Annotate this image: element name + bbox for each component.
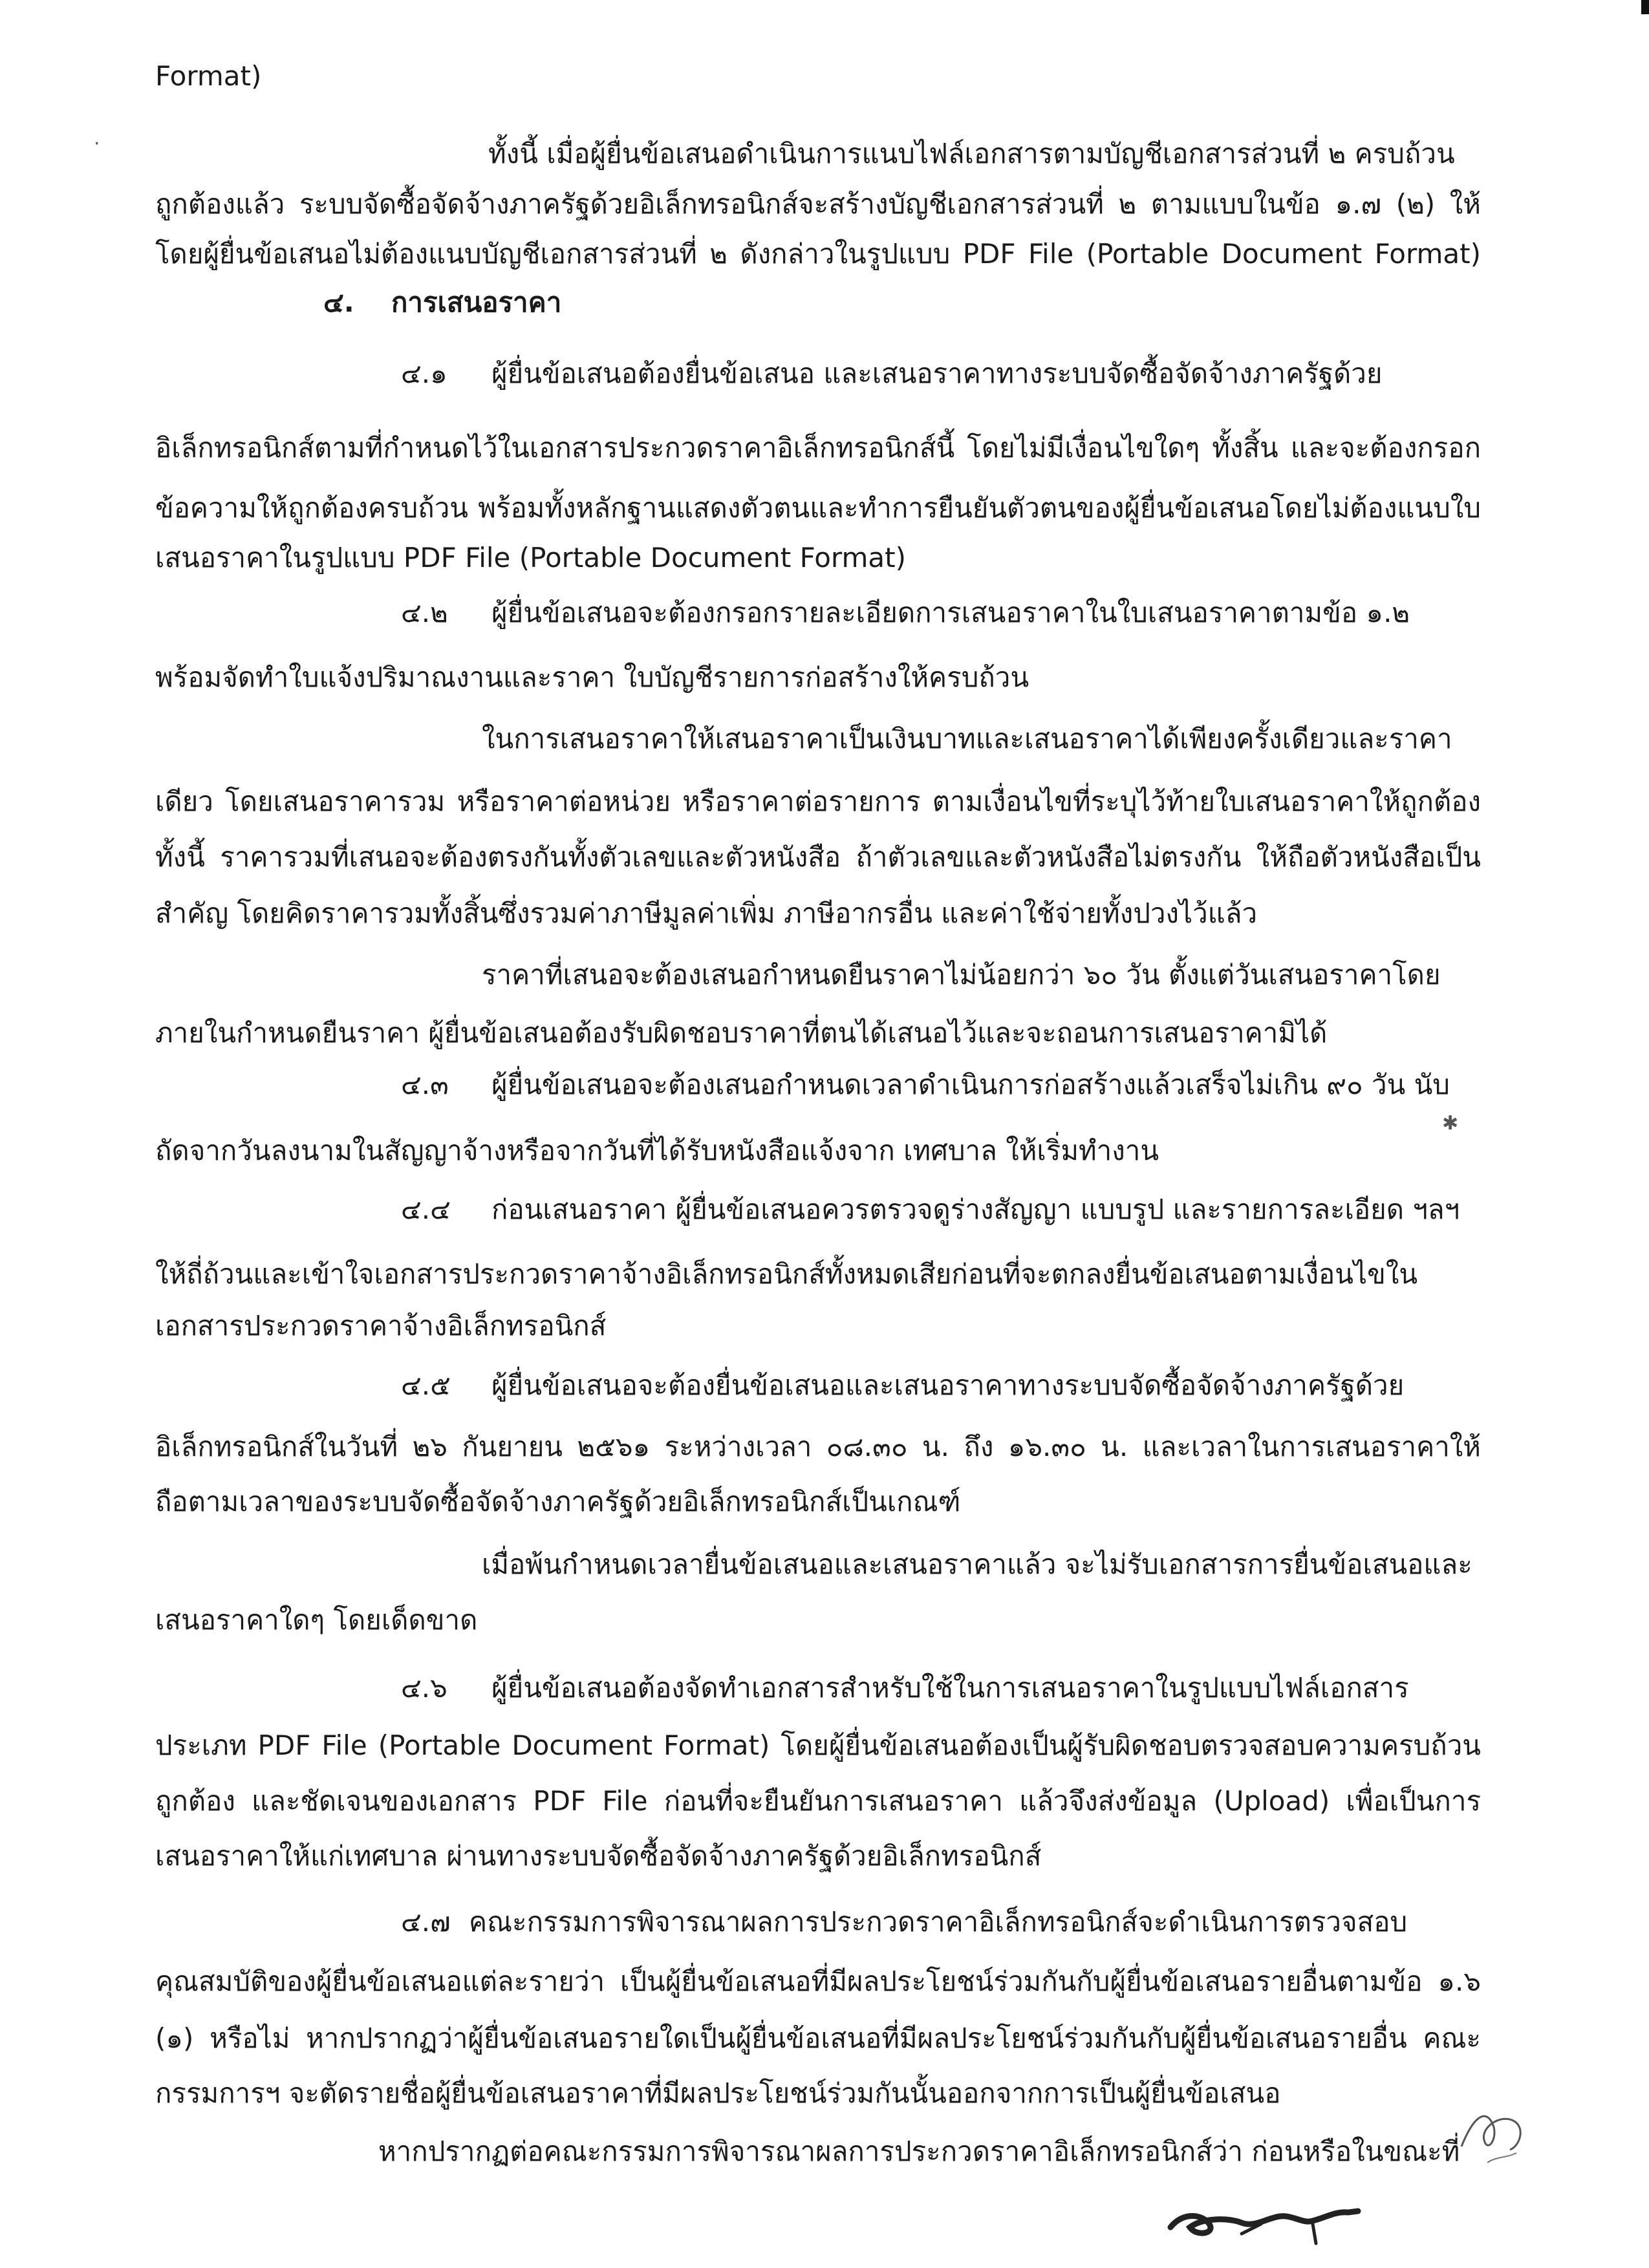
section-heading: การเสนอราคา [391,286,562,318]
scan-speck: ✱ [1442,1112,1459,1135]
text-line: ถัดจากวันลงนามในสัญญาจ้างหรือจากวันที่ได้รับหนังสือแจ้งจาก เทศบาล ให้เริ่มทำงาน [155,1135,1159,1166]
text-line: เอกสารประกวดราคาจ้างอิเล็กทรอนิกส์ [155,1310,607,1342]
text-line: ทั้งนี้ เมื่อผู้ยื่นข้อเสนอดำเนินการแนบไฟล์เอกสารตามบัญชีเอกสารส่วนที่ ๒ ครบถ้วน [488,138,1455,169]
text-line: ผู้ยื่นข้อเสนอต้องยื่นข้อเสนอ และเสนอราคาทางระบบจัดซื้อจัดจ้างภาครัฐด้วย [491,358,1383,389]
scan-speck: · [94,133,100,155]
text-line: เมื่อพ้นกำหนดเวลายื่นข้อเสนอและเสนอราคาแล้ว จะไม่รับเอกสารการยื่นข้อเสนอและ [482,1548,1472,1580]
text-line: เสนอราคาในรูปแบบ PDF File (Portable Document Format) [155,542,906,573]
text-line: ประเภท PDF File (Portable Document Format) โดยผู้ยื่นข้อเสนอต้องเป็นผู้รับผิดชอบตรวจสอบความครบถ้วน [155,1729,1481,1761]
text-line: โดยผู้ยื่นข้อเสนอไม่ต้องแนบบัญชีเอกสารส่วนที่ ๒ ดังกล่าวในรูปแบบ PDF File (Portable Document Format) [155,238,1481,270]
clause-number: ๔.๓ [401,1069,449,1100]
handwritten-signature [1164,2198,1377,2250]
text-line: พร้อมจัดทำใบแจ้งปริมาณงานและราคา ใบบัญชีรายการก่อสร้างให้ครบถ้วน [155,661,1029,693]
clause-number: ๔.๑ [401,358,447,389]
clause-number: ๔.๕ [401,1369,451,1401]
text-line: อิเล็กทรอนิกส์ในวันที่ ๒๖ กันยายน ๒๕๖๑ ระหว่างเวลา ๐๘.๓๐ น. ถึง ๑๖.๓๐ น. และเวลาในการเสนอราคาให้ [155,1431,1481,1462]
text-line: ทั้งนี้ ราคารวมที่เสนอจะต้องตรงกันทั้งตัวเลขและตัวหนังสือ ถ้าตัวเลขและตัวหนังสือไม่ตรงกัน ให้ถือตัวหนังสือเป็น [155,841,1481,873]
text-line: ผู้ยื่นข้อเสนอจะต้องยื่นข้อเสนอและเสนอราคาทางระบบจัดซื้อจัดจ้างภาครัฐด้วย [491,1369,1405,1401]
text-line: ราคาที่เสนอจะต้องเสนอกำหนดยืนราคาไม่น้อยกว่า ๖๐ วัน ตั้งแต่วันเสนอราคาโดย [482,959,1441,990]
scan-edge-mark [1641,0,1649,14]
text-line: Format) [155,60,262,92]
text-line: คุณสมบัติของผู้ยื่นข้อเสนอแต่ละรายว่า เป็นผู้ยื่นข้อเสนอที่มีผลประโยชน์ร่วมกันกับผู้ยื่นข้อเสนอรายอื่นตามข้อ ๑.๖ [155,1965,1481,1997]
text-line: ก่อนเสนอราคา ผู้ยื่นข้อเสนอควรตรวจดูร่างสัญญา แบบรูป และรายการละเอียด ฯลฯ [491,1193,1460,1225]
clause-number: ๔.๗ [401,1906,451,1938]
text-line: ภายในกำหนดยืนราคา ผู้ยื่นข้อเสนอต้องรับผิดชอบราคาที่ตนได้เสนอไว้และจะถอนการเสนอราคามิได้ [155,1017,1328,1049]
text-line: หากปรากฏต่อคณะกรรมการพิจารณาผลการประกวดราคาอิเล็กทรอนิกส์ว่า ก่อนหรือในขณะที่ [378,2135,1460,2167]
text-line: กรรมการฯ จะตัดรายชื่อผู้ยื่นข้อเสนอราคาที่มีผลประโยชน์ร่วมกันนั้นออกจากการเป็นผู้ยื่นข้อเสนอ [155,2077,1281,2109]
text-line: เสนอราคาให้แก่เทศบาล ผ่านทางระบบจัดซื้อจัดจ้างภาครัฐด้วยอิเล็กทรอนิกส์ [155,1840,1042,1872]
text-line: (๑) หรือไม่ หากปรากฏว่าผู้ยื่นข้อเสนอรายใดเป็นผู้ยื่นข้อเสนอที่มีผลประโยชน์ร่วมกันกับผู้ยื่นข้อเสนอรายอื่น คณะ [155,2022,1481,2054]
text-line: ข้อความให้ถูกต้องครบถ้วน พร้อมทั้งหลักฐานแสดงตัวตนและทำการยืนยันตัวตนของผู้ยื่นข้อเสนอโดยไม่ต้องแนบใบ [155,492,1481,524]
clause-number: ๔.๔ [401,1193,451,1225]
text-line: ให้ถี่ถ้วนและเข้าใจเอกสารประกวดราคาจ้างอิเล็กทรอนิกส์ทั้งหมดเสียก่อนที่จะตกลงยื่นข้อเสนอตามเงื่อนไขใน [155,1258,1418,1290]
text-line: ในการเสนอราคาให้เสนอราคาเป็นเงินบาทและเสนอราคาได้เพียงครั้งเดียวและราคา [482,723,1452,754]
clause-number: ๔.๒ [401,597,448,628]
text-line: สำคัญ โดยคิดราคารวมทั้งสิ้นซึ่งรวมค่าภาษีมูลค่าเพิ่ม ภาษีอากรอื่น และค่าใช้จ่ายทั้งปวงไว้แล้ว [155,897,1258,929]
text-line: ถือตามเวลาของระบบจัดซื้อจัดจ้างภาครัฐด้วยอิเล็กทรอนิกส์เป็นเกณฑ์ [155,1486,961,1517]
text-line: ผู้ยื่นข้อเสนอจะต้องเสนอกำหนดเวลาดำเนินการก่อสร้างแล้วเสร็จไม่เกิน ๙๐ วัน นับ [491,1069,1450,1100]
text-line: อิเล็กทรอนิกส์ตามที่กำหนดไว้ในเอกสารประกวดราคาอิเล็กทรอนิกส์นี้ โดยไม่มีเงื่อนไขใดๆ ทั้งสิ้น และจะต้องกรอก [155,432,1481,464]
clause-number: ๔.๖ [401,1672,447,1704]
text-line: ผู้ยื่นข้อเสนอต้องจัดทำเอกสารสำหรับใช้ในการเสนอราคาในรูปแบบไฟล์เอกสาร [491,1672,1409,1704]
text-line: คณะกรรมการพิจารณาผลการประกวดราคาอิเล็กทรอนิกส์จะดำเนินการตรวจสอบ [469,1906,1408,1938]
text-line: ถูกต้อง และชัดเจนของเอกสาร PDF File ก่อนที่จะยืนยันการเสนอราคา แล้วจึงส่งข้อมูล (Upload) เพื่อเป็นการ [155,1785,1481,1817]
text-line: เสนอราคาใดๆ โดยเด็ดขาด [155,1604,478,1636]
section-number: ๔. [323,286,354,318]
text-line: ผู้ยื่นข้อเสนอจะต้องกรอกรายละเอียดการเสนอราคาในใบเสนอราคาตามข้อ ๑.๒ [491,597,1410,628]
text-line: ถูกต้องแล้ว ระบบจัดซื้อจัดจ้างภาครัฐด้วยอิเล็กทรอนิกส์จะสร้างบัญชีเอกสารส่วนที่ ๒ ตามแบบในข้อ ๑.๗ (๒) ให้ [155,188,1481,220]
text-line: เดียว โดยเสนอราคารวม หรือราคาต่อหน่วย หรือราคาต่อรายการ ตามเงื่อนไขที่ระบุไว้ท้ายใบเสนอราคาให้ถูกต้อง [155,786,1481,817]
handwritten-initial-mark [1449,2101,1546,2185]
